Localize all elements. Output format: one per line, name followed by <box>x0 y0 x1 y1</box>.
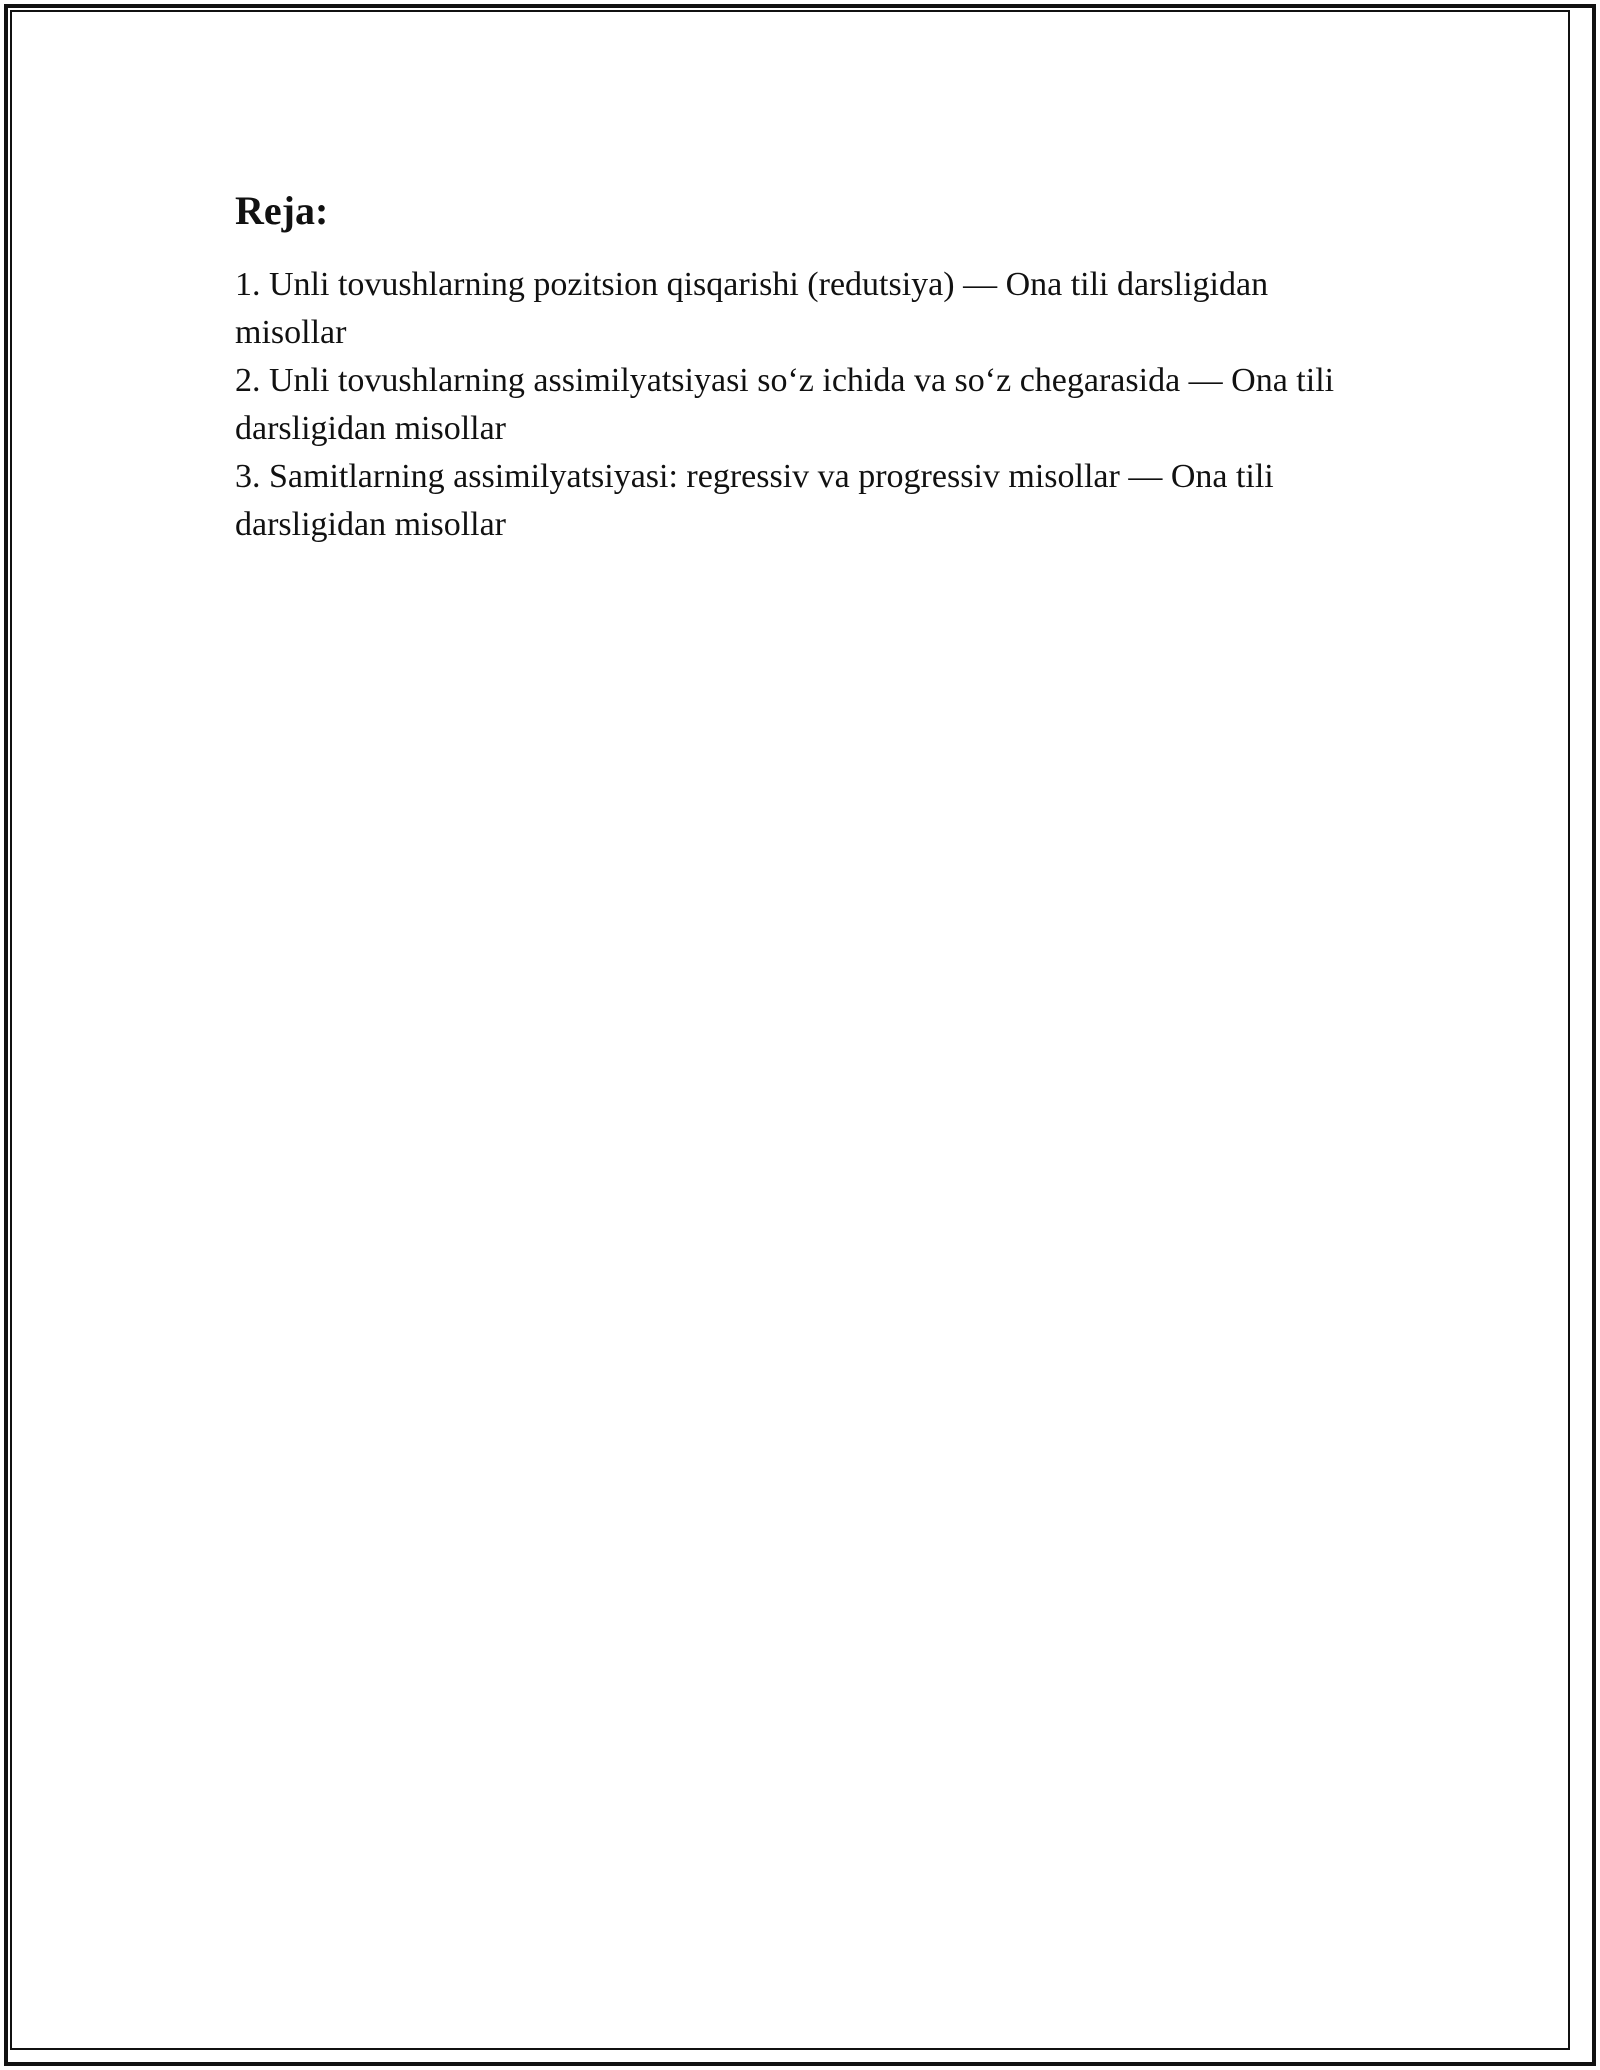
document-content <box>235 185 1375 549</box>
plan-item: 3. Samitlarning assimilyatsiyasi: regressiv va progressiv misollar — Ona tili darsligidan misollar <box>235 458 1274 543</box>
plan-item: 1. Unli tovushlarning pozitsion qisqarishi (redutsiya) — Ona tili darsligidan misollar <box>235 266 1269 351</box>
plan-heading: Reja: <box>235 188 329 233</box>
plan-list <box>235 261 1375 549</box>
plan-item: 2. Unli tovushlarning assimilyatsiyasi so‘z ichida va so‘z chegarasida — Ona tili darsligidan misollar <box>235 362 1335 447</box>
